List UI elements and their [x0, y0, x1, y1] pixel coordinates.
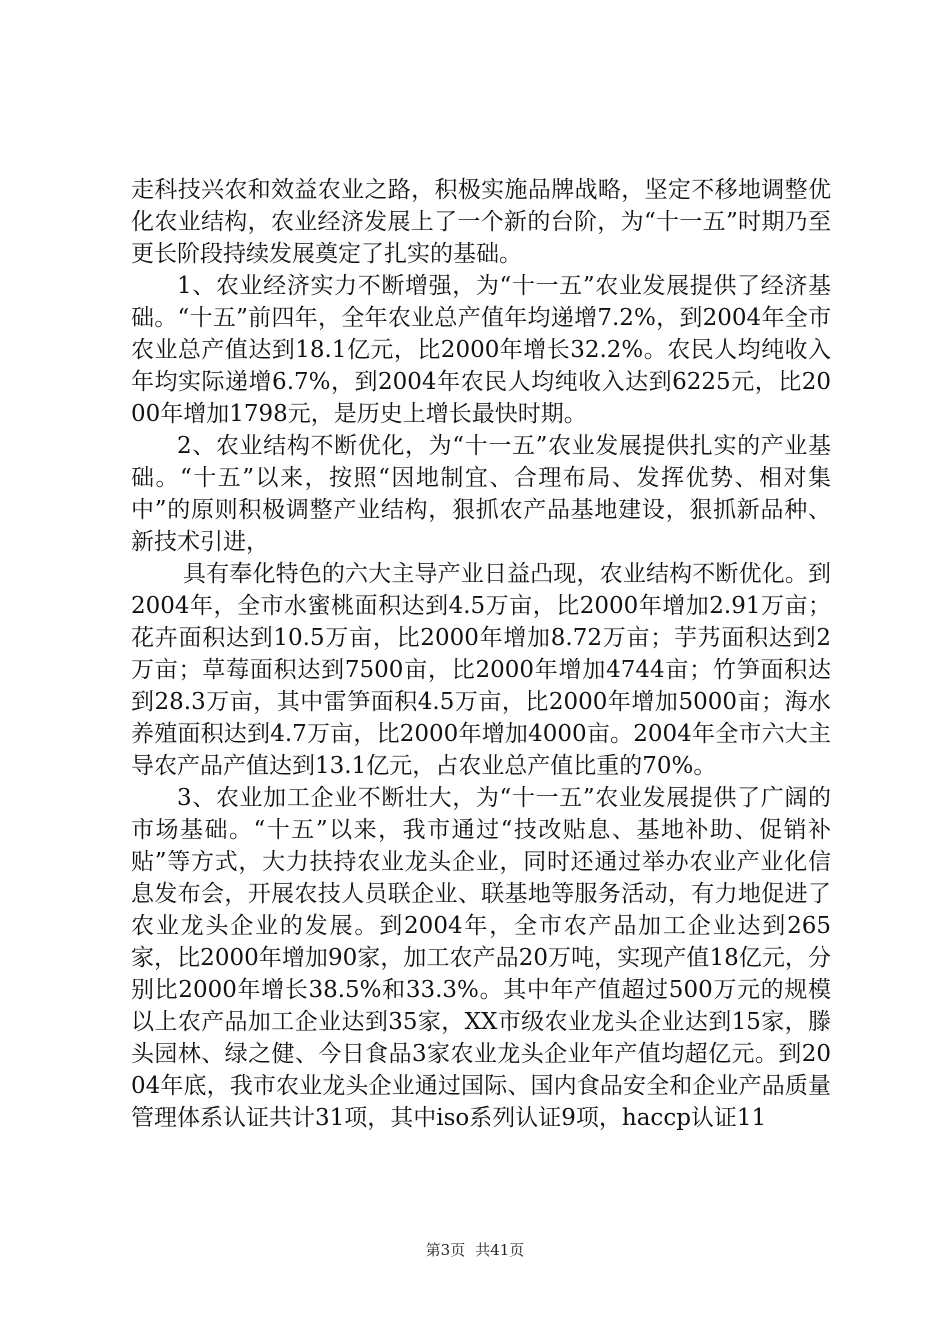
paragraph-processing-enterprises: 3、农业加工企业不断壮大，为“十一五”农业发展提供了广阔的市场基础。“十五”以来，我市通过“技改贴息、基地补助、促销补贴”等方式，大力扶持农业龙头企业，同时还通过举办农业产业化信息发布会，开展农技人员联企业、联基地等服务活动，有力地促进了农业龙头企业的发展。到2004年，全市农产品加工企业达到265家，比2000年增加90家，加工农产品20万吨，实现产值18亿元，分别比2000年增长38.5%和33.3%。其中年产值超过500万元的规模以上农产品加工企业达到35家，XX市级农业龙头企业达到15家，滕头园林、绿之健、今日食品3家农业龙头企业年产值均超亿元。到2004年底，我市农业龙头企业通过国际、国内食品安全和企业产品质量管理体系认证共计31项，其中iso系列认证9项，haccp认证11 — [131, 785, 831, 1131]
paragraph-economic-strength: 1、农业经济实力不断增强，为“十一五”农业发展提供了经济基础。“十五”前四年，全年农业总产值年均递增7.2%，到2004年全市农业总产值达到18.1亿元，比2000年增长32.2%。农民人均纯收入年均实际递增6.7%，到2004年农民人均纯收入达到6225元，比2000年增加1798元，是历史上增长最快时期。 — [131, 273, 831, 427]
page-number: 第3页 — [425, 1241, 466, 1259]
paragraph-leading-industries: 具有奉化特色的六大主导产业日益凸现，农业结构不断优化。到2004年，全市水蜜桃面积达到4.5万亩，比2000年增加2.91万亩；花卉面积达到10.5万亩，比2000年增加8.72万亩；芋艿面积达到2万亩；草莓面积达到7500亩，比2000年增加4744亩；竹笋面积达到28.3万亩，其中雷笋面积4.5万亩，比2000年增加5000亩；海水养殖面积达到4.7万亩，比2000年增加4000亩。2004年全市六大主导农产品产值达到13.1亿元，占农业总产值比重的70%。 — [131, 561, 831, 779]
page-footer — [0, 1240, 950, 1260]
paragraph-intro: 走科技兴农和效益农业之路，积极实施品牌战略，坚定不移地调整优化农业结构，农业经济发展上了一个新的台阶，为“十一五”时期乃至更长阶段持续发展奠定了扎实的基础。 — [131, 177, 831, 267]
page-total: 共41页 — [475, 1241, 525, 1259]
body-text — [131, 174, 831, 1134]
paragraph-structure-optimization: 2、农业结构不断优化，为“十一五”农业发展提供扎实的产业基础。“十五”以来，按照“因地制宜、合理布局、发挥优势、相对集中”的原则积极调整产业结构，狠抓农产品基地建设，狠抓新品种、新技术引进， — [131, 433, 831, 555]
